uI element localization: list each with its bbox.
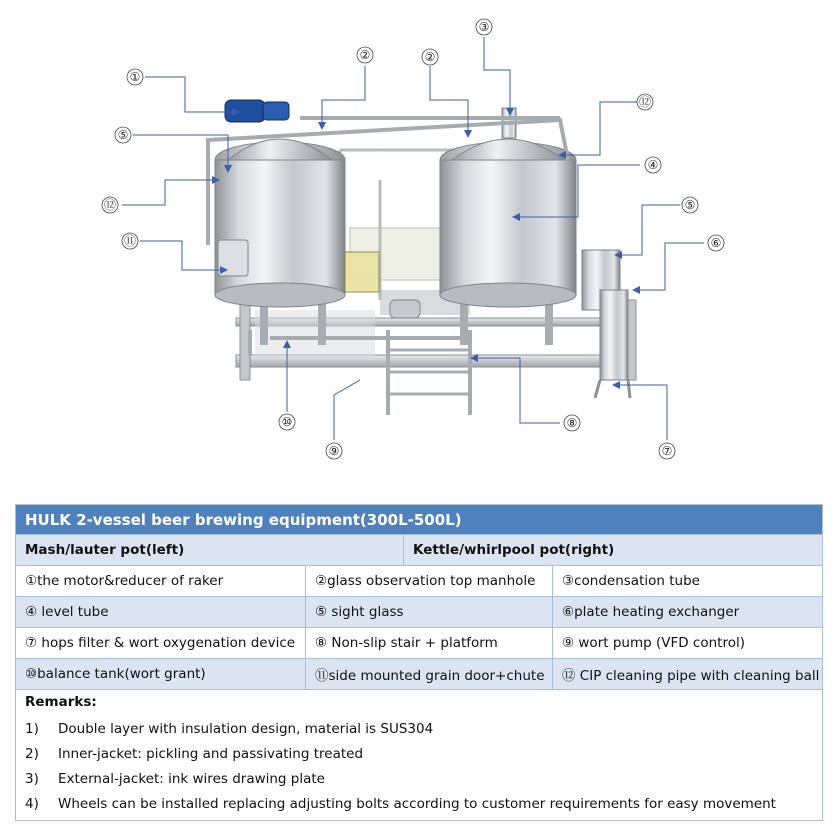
callout-6: ⑥ (710, 236, 722, 250)
callout-7: ⑦ (661, 444, 673, 458)
table-row (16, 628, 823, 659)
callout-5-left: ⑤ (117, 128, 129, 142)
table-cell: ⑥plate heating exchanger (553, 597, 823, 628)
remark-text: External-jacket: ink wires drawing plate (58, 770, 325, 787)
right-pot-header: Kettle/whirlpool pot(right) (404, 535, 823, 566)
table-cell: ⑧ Non-slip stair + platform (306, 628, 553, 659)
table-cell: ③condensation tube (553, 566, 823, 597)
remark-number: 2) (25, 745, 39, 762)
table-cell: ⑩balance tank(wort grant) (16, 659, 306, 690)
callout-4: ④ (647, 158, 659, 172)
remark-number: 4) (25, 795, 39, 812)
remark-text: Inner-jacket: pickling and passivating treated (58, 745, 364, 762)
table-cell: ⑨ wort pump (VFD control) (553, 628, 823, 659)
remarks-section (16, 690, 823, 821)
remark-item (25, 791, 822, 816)
callout-12-left: ⑫ (103, 198, 117, 212)
callout-2-right: ② (424, 50, 436, 64)
remarks-title: Remarks: (25, 694, 97, 710)
callout-3: ③ (478, 20, 490, 34)
callout-5-right: ⑤ (684, 198, 696, 212)
table-cell: ⑪side mounted grain door+chute (306, 659, 553, 690)
remark-item (25, 741, 822, 766)
remark-item (25, 716, 822, 741)
left-pot-header: Mash/lauter pot(left) (16, 535, 404, 566)
table-row (16, 659, 823, 690)
spec-table (15, 504, 823, 821)
table-cell: ⑤ sight glass (306, 597, 553, 628)
table-cell: ②glass observation top manhole (306, 566, 553, 597)
callout-12-right: ⑫ (638, 95, 652, 109)
table-cell: ⑦ hops filter & wort oxygenation device (16, 628, 306, 659)
callout-2-left: ② (359, 48, 371, 62)
table-cell: ⑫ CIP cleaning pipe with cleaning ball (553, 659, 823, 690)
table-cell: ④ level tube (16, 597, 306, 628)
table-row (16, 597, 823, 628)
remark-item (25, 766, 822, 791)
callout-8: ⑧ (566, 416, 578, 430)
callout-11: ⑪ (123, 234, 137, 248)
callout-10: ⑩ (281, 415, 293, 429)
callout-1: ① (129, 70, 141, 84)
remark-text: Wheels can be installed replacing adjusting bolts according to customer requirements for easy movement (58, 795, 776, 812)
kettle-whirlpool-tank (440, 108, 576, 345)
table-cell: ①the motor&reducer of raker (16, 566, 306, 597)
remark-number: 1) (25, 720, 39, 737)
remark-text: Double layer with insulation design, material is SUS304 (58, 720, 434, 737)
table-title: HULK 2-vessel beer brewing equipment(300L-500L) (16, 505, 823, 535)
table-row (16, 566, 823, 597)
remark-number: 3) (25, 770, 39, 787)
callout-9: ⑨ (328, 444, 340, 458)
